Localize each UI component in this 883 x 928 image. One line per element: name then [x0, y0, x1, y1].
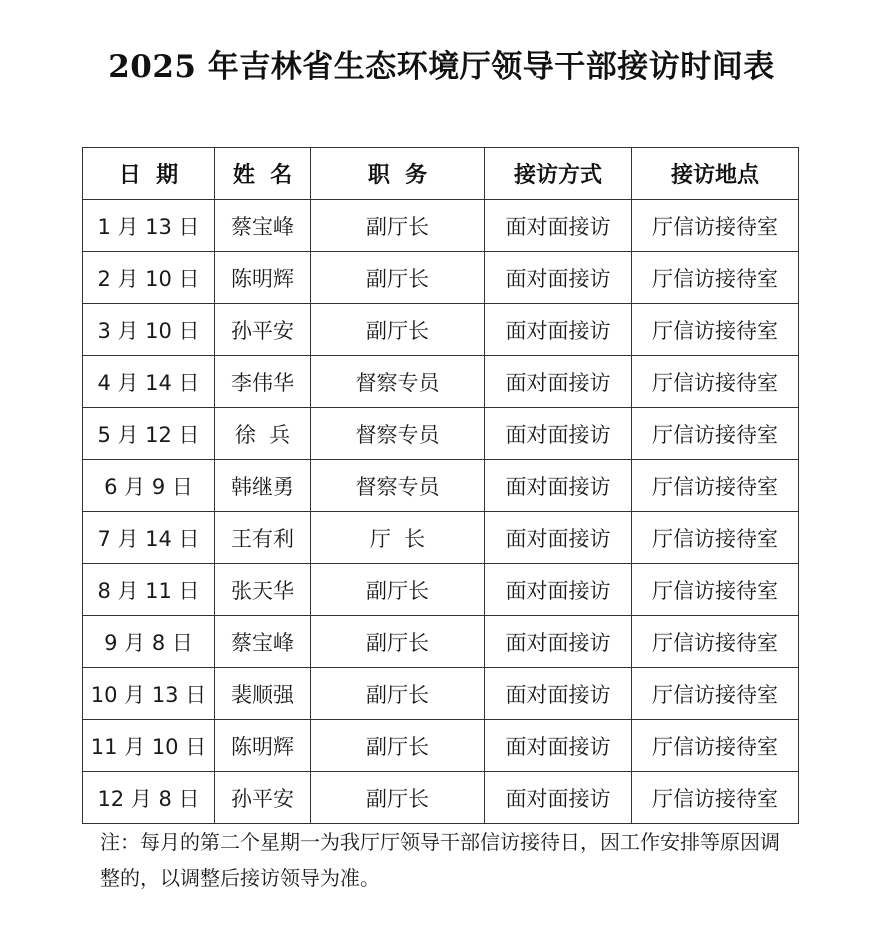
cell-date: 4 月 14 日	[83, 356, 215, 408]
header-position: 职 务	[311, 148, 485, 200]
cell-position: 副厅长	[311, 304, 485, 356]
cell-date: 12 月 8 日	[83, 772, 215, 824]
cell-location: 厅信访接待室	[632, 200, 799, 252]
table-row	[83, 512, 799, 564]
table-row	[83, 564, 799, 616]
cell-name: 徐 兵	[215, 408, 311, 460]
cell-date: 8 月 11 日	[83, 564, 215, 616]
table-row	[83, 356, 799, 408]
cell-date: 5 月 12 日	[83, 408, 215, 460]
footnote: 注：每月的第二个星期一为我厅厅领导干部信访接待日，因工作安排等原因调整的，以调整后接访领导为准。	[100, 830, 780, 890]
cell-date: 1 月 13 日	[83, 200, 215, 252]
cell-method: 面对面接访	[485, 668, 632, 720]
table-header-row	[83, 148, 799, 200]
cell-name: 陈明辉	[215, 252, 311, 304]
cell-method: 面对面接访	[485, 616, 632, 668]
table-row	[83, 252, 799, 304]
cell-method: 面对面接访	[485, 408, 632, 460]
cell-name: 裴顺强	[215, 668, 311, 720]
cell-location: 厅信访接待室	[632, 616, 799, 668]
cell-method: 面对面接访	[485, 304, 632, 356]
header-date: 日 期	[83, 148, 215, 200]
table-row	[83, 772, 799, 824]
cell-position: 副厅长	[311, 668, 485, 720]
cell-location: 厅信访接待室	[632, 460, 799, 512]
table-body	[83, 200, 799, 824]
cell-date: 10 月 13 日	[83, 668, 215, 720]
cell-position: 副厅长	[311, 564, 485, 616]
cell-position: 督察专员	[311, 356, 485, 408]
table-row	[83, 616, 799, 668]
cell-date: 3 月 10 日	[83, 304, 215, 356]
cell-location: 厅信访接待室	[632, 252, 799, 304]
cell-method: 面对面接访	[485, 200, 632, 252]
cell-name: 李伟华	[215, 356, 311, 408]
cell-method: 面对面接访	[485, 720, 632, 772]
cell-name: 孙平安	[215, 772, 311, 824]
cell-position: 副厅长	[311, 252, 485, 304]
cell-name: 孙平安	[215, 304, 311, 356]
cell-method: 面对面接访	[485, 460, 632, 512]
cell-location: 厅信访接待室	[632, 408, 799, 460]
cell-name: 蔡宝峰	[215, 616, 311, 668]
reception-schedule-table	[82, 147, 799, 824]
header-location: 接访地点	[632, 148, 799, 200]
cell-location: 厅信访接待室	[632, 772, 799, 824]
cell-date: 7 月 14 日	[83, 512, 215, 564]
header-name: 姓 名	[215, 148, 311, 200]
header-method: 接访方式	[485, 148, 632, 200]
cell-method: 面对面接访	[485, 772, 632, 824]
cell-position: 副厅长	[311, 616, 485, 668]
cell-method: 面对面接访	[485, 252, 632, 304]
cell-position: 副厅长	[311, 772, 485, 824]
cell-position: 督察专员	[311, 408, 485, 460]
cell-name: 张天华	[215, 564, 311, 616]
cell-name: 蔡宝峰	[215, 200, 311, 252]
cell-location: 厅信访接待室	[632, 720, 799, 772]
cell-location: 厅信访接待室	[632, 304, 799, 356]
table-row	[83, 720, 799, 772]
cell-method: 面对面接访	[485, 564, 632, 616]
cell-position: 督察专员	[311, 460, 485, 512]
table-row	[83, 200, 799, 252]
cell-method: 面对面接访	[485, 512, 632, 564]
table-row	[83, 304, 799, 356]
page-title: 2025 年吉林省生态环境厅领导干部接访时间表	[108, 49, 775, 85]
cell-name: 王有利	[215, 512, 311, 564]
cell-location: 厅信访接待室	[632, 512, 799, 564]
cell-date: 6 月 9 日	[83, 460, 215, 512]
cell-date: 2 月 10 日	[83, 252, 215, 304]
cell-position: 副厅长	[311, 200, 485, 252]
cell-location: 厅信访接待室	[632, 564, 799, 616]
cell-position: 副厅长	[311, 720, 485, 772]
cell-date: 11 月 10 日	[83, 720, 215, 772]
cell-name: 韩继勇	[215, 460, 311, 512]
table-row	[83, 408, 799, 460]
cell-location: 厅信访接待室	[632, 356, 799, 408]
table-row	[83, 668, 799, 720]
cell-name: 陈明辉	[215, 720, 311, 772]
cell-method: 面对面接访	[485, 356, 632, 408]
cell-location: 厅信访接待室	[632, 668, 799, 720]
cell-date: 9 月 8 日	[83, 616, 215, 668]
cell-position: 厅 长	[311, 512, 485, 564]
table-row	[83, 460, 799, 512]
